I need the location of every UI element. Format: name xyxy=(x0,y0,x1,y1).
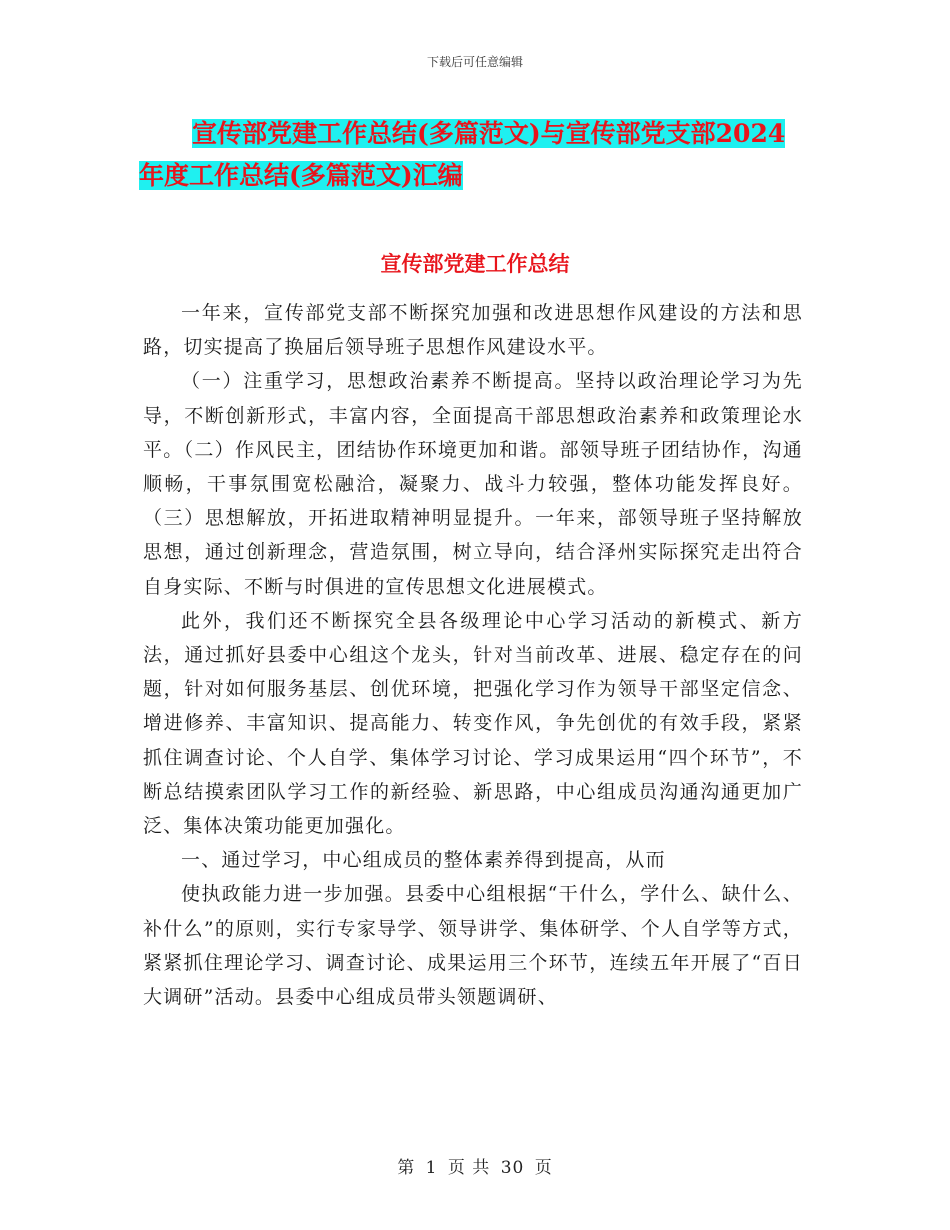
header-note: 下载后可任意编辑 xyxy=(426,55,523,69)
page-current: 1 xyxy=(425,1158,438,1178)
document-title xyxy=(139,113,832,197)
paragraph: 此外，我们还不断探究全县各级理论中心学习活动的新模式、新方法，通过抓好县委中心组这个龙头，针对当前改革、进展、稳定存在的问题，针对如何服务基层、创优环境，把强化学习作为领导干部坚定信念、增进修养、丰富知识、提高能力、转变作风，争先创优的有效手段，紧紧抓住调查讨论、个人自学、集体学习讨论、学习成果运用“四个环节”，不断总结摸索团队学习工作的新经验、新思路，中心组成员沟通沟通更加广泛、集体决策功能更加强化。 xyxy=(143,609,803,838)
paragraph: 一、通过学习，中心组成员的整体素养得到提高，从而 xyxy=(181,849,666,872)
page-total: 30 xyxy=(500,1158,525,1178)
document-title-line1: 宣传部党建工作总结(多篇范文)与宣传部党支部2024 xyxy=(192,119,786,148)
body-text xyxy=(143,296,803,1014)
page-label-suffix: 页 xyxy=(534,1158,553,1178)
paragraph: 一年来，宣传部党支部不断探究加强和改进思想作风建设的方法和思路，切实提高了换届后领导班子思想作风建设水平。 xyxy=(143,302,803,359)
page-footer xyxy=(0,1153,950,1178)
document-title-line2: 年度工作总结(多篇范文)汇编 xyxy=(139,161,463,190)
paragraph: 使执政能力进一步加强。县委中心组根据“干什么，学什么、缺什么、补什么”的原则，实行专家导学、领导讲学、集体研学、个人自学等方式，紧紧抓住理论学习、调查讨论、成果运用三个环节，连续五年开展了“百日大调研”活动。县委中心组成员带头领题调研、 xyxy=(143,883,803,1009)
page-label-prefix: 第 xyxy=(397,1158,416,1178)
page-label-mid: 页 共 xyxy=(447,1158,491,1178)
paragraph: （一）注重学习，思想政治素养不断提高。坚持以政治理论学习为先导，不断创新形式，丰富内容，全面提高干部思想政治素养和政策理论水平。（二）作风民主，团结协作环境更加和谐。部领导班子团结协作，沟通顺畅，干事氛围宽松融洽，凝聚力、战斗力较强，整体功能发挥良好。（三）思想解放，开拓进取精神明显提升。一年来，部领导班子坚持解放思想，通过创新理念，营造氛围，树立导向，结合泽州实际探究走出符合自身实际、不断与时俱进的宣传思想文化进展模式。 xyxy=(143,370,803,598)
section-title: 宣传部党建工作总结 xyxy=(380,251,570,276)
